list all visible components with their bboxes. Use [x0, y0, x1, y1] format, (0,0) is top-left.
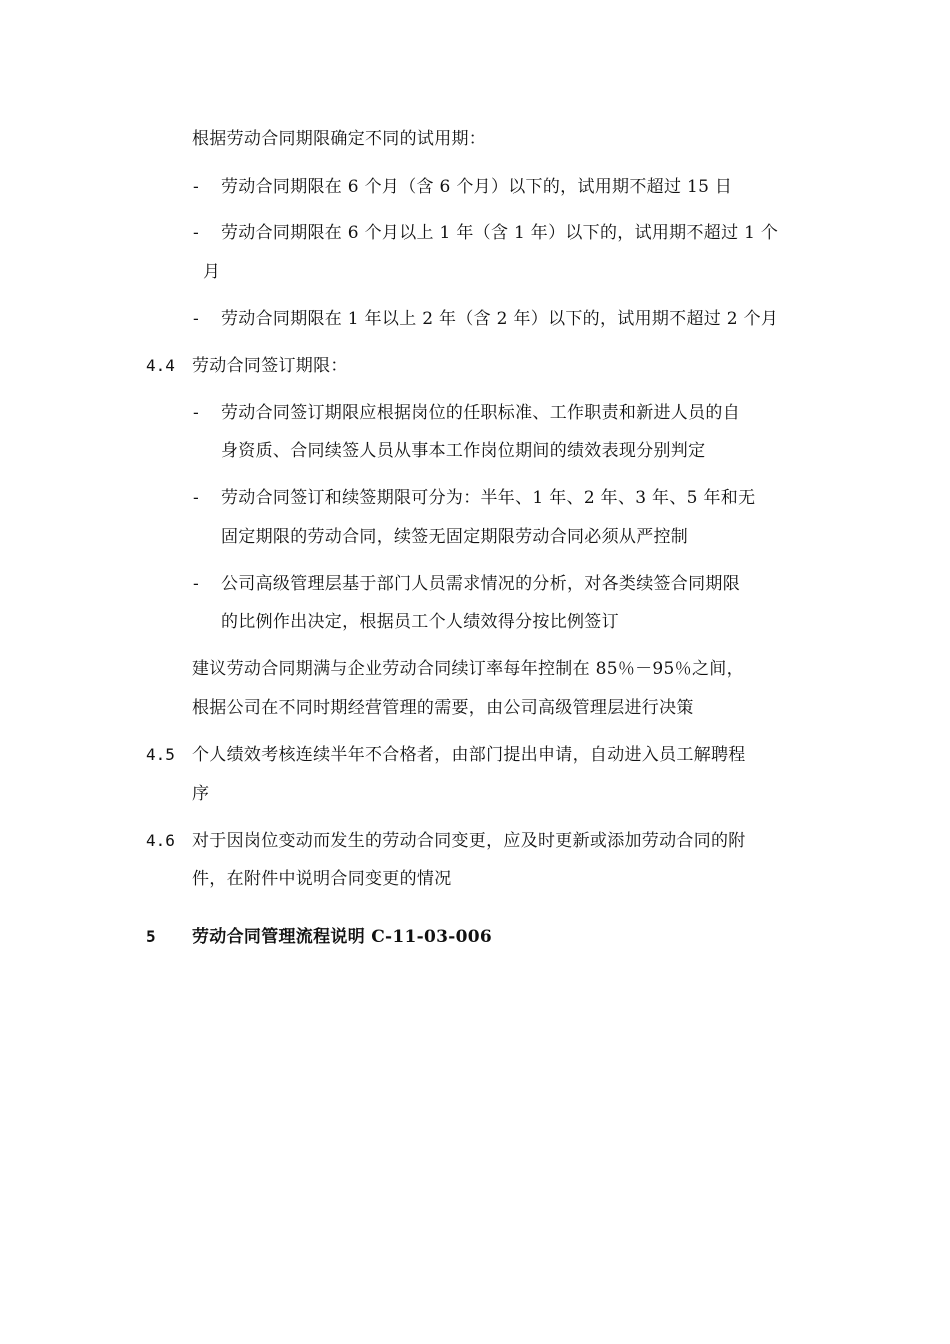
bullet-dash: -: [193, 223, 199, 243]
probation-item-1: 劳动合同期限在 6 个月（含 6 个月）以下的，试用期不超过 15 日: [221, 177, 733, 197]
section-number-5: 5: [146, 927, 156, 946]
bullet-dash: -: [193, 488, 199, 508]
section-4-6-line-1: 对于因岗位变动而发生的劳动合同变更，应及时更新或添加劳动合同的附: [192, 831, 746, 851]
renewal-note-line-1: 建议劳动合同期满与企业劳动合同续订率每年控制在 85％－95％之间，: [192, 659, 744, 679]
section-4-5-line-1: 个人绩效考核连续半年不合格者，由部门提出申请，自动进入员工解聘程: [192, 745, 746, 765]
renewal-note-line-2: 根据公司在不同时期经营管理的需要，由公司高级管理层进行决策: [192, 698, 694, 718]
section-number-4-6: 4.6: [146, 831, 175, 850]
term-item-2-line-2: 固定期限的劳动合同，续签无固定期限劳动合同必须从严控制: [221, 527, 689, 547]
section-5-heading: 劳动合同管理流程说明 C-11-03-006: [192, 927, 493, 947]
section-4-6-line-2: 件，在附件中说明合同变更的情况: [192, 869, 452, 889]
term-item-3-line-1: 公司高级管理层基于部门人员需求情况的分析，对各类续签合同期限: [221, 574, 740, 594]
term-item-3-line-2: 的比例作出决定，根据员工个人绩效得分按比例签订: [221, 612, 619, 632]
term-item-1-line-1: 劳动合同签订期限应根据岗位的任职标准、工作职责和新进人员的自: [221, 403, 740, 423]
intro-text: 根据劳动合同期限确定不同的试用期：: [192, 129, 487, 149]
term-item-1-line-2: 身资质、合同续签人员从事本工作岗位期间的绩效表现分别判定: [221, 441, 706, 461]
section-number-4-5: 4.5: [146, 745, 175, 764]
probation-item-2-line-1: 劳动合同期限在 6 个月以上 1 年（含 1 年）以下的，试用期不超过 1 个: [221, 223, 779, 243]
bullet-dash: -: [193, 177, 199, 197]
probation-item-2-line-2: 月: [203, 262, 221, 282]
probation-item-3: 劳动合同期限在 1 年以上 2 年（含 2 年）以下的，试用期不超过 2 个月: [221, 309, 779, 329]
term-item-2-line-1: 劳动合同签订和续签期限可分为：半年、1 年、2 年、3 年、5 年和无: [221, 488, 756, 508]
section-4-5-line-2: 序: [192, 784, 210, 804]
bullet-dash: -: [193, 309, 199, 329]
section-number-4-4: 4.4: [146, 356, 175, 375]
bullet-dash: -: [193, 574, 199, 594]
section-4-4-title: 劳动合同签订期限：: [192, 356, 348, 376]
bullet-dash: -: [193, 403, 199, 423]
